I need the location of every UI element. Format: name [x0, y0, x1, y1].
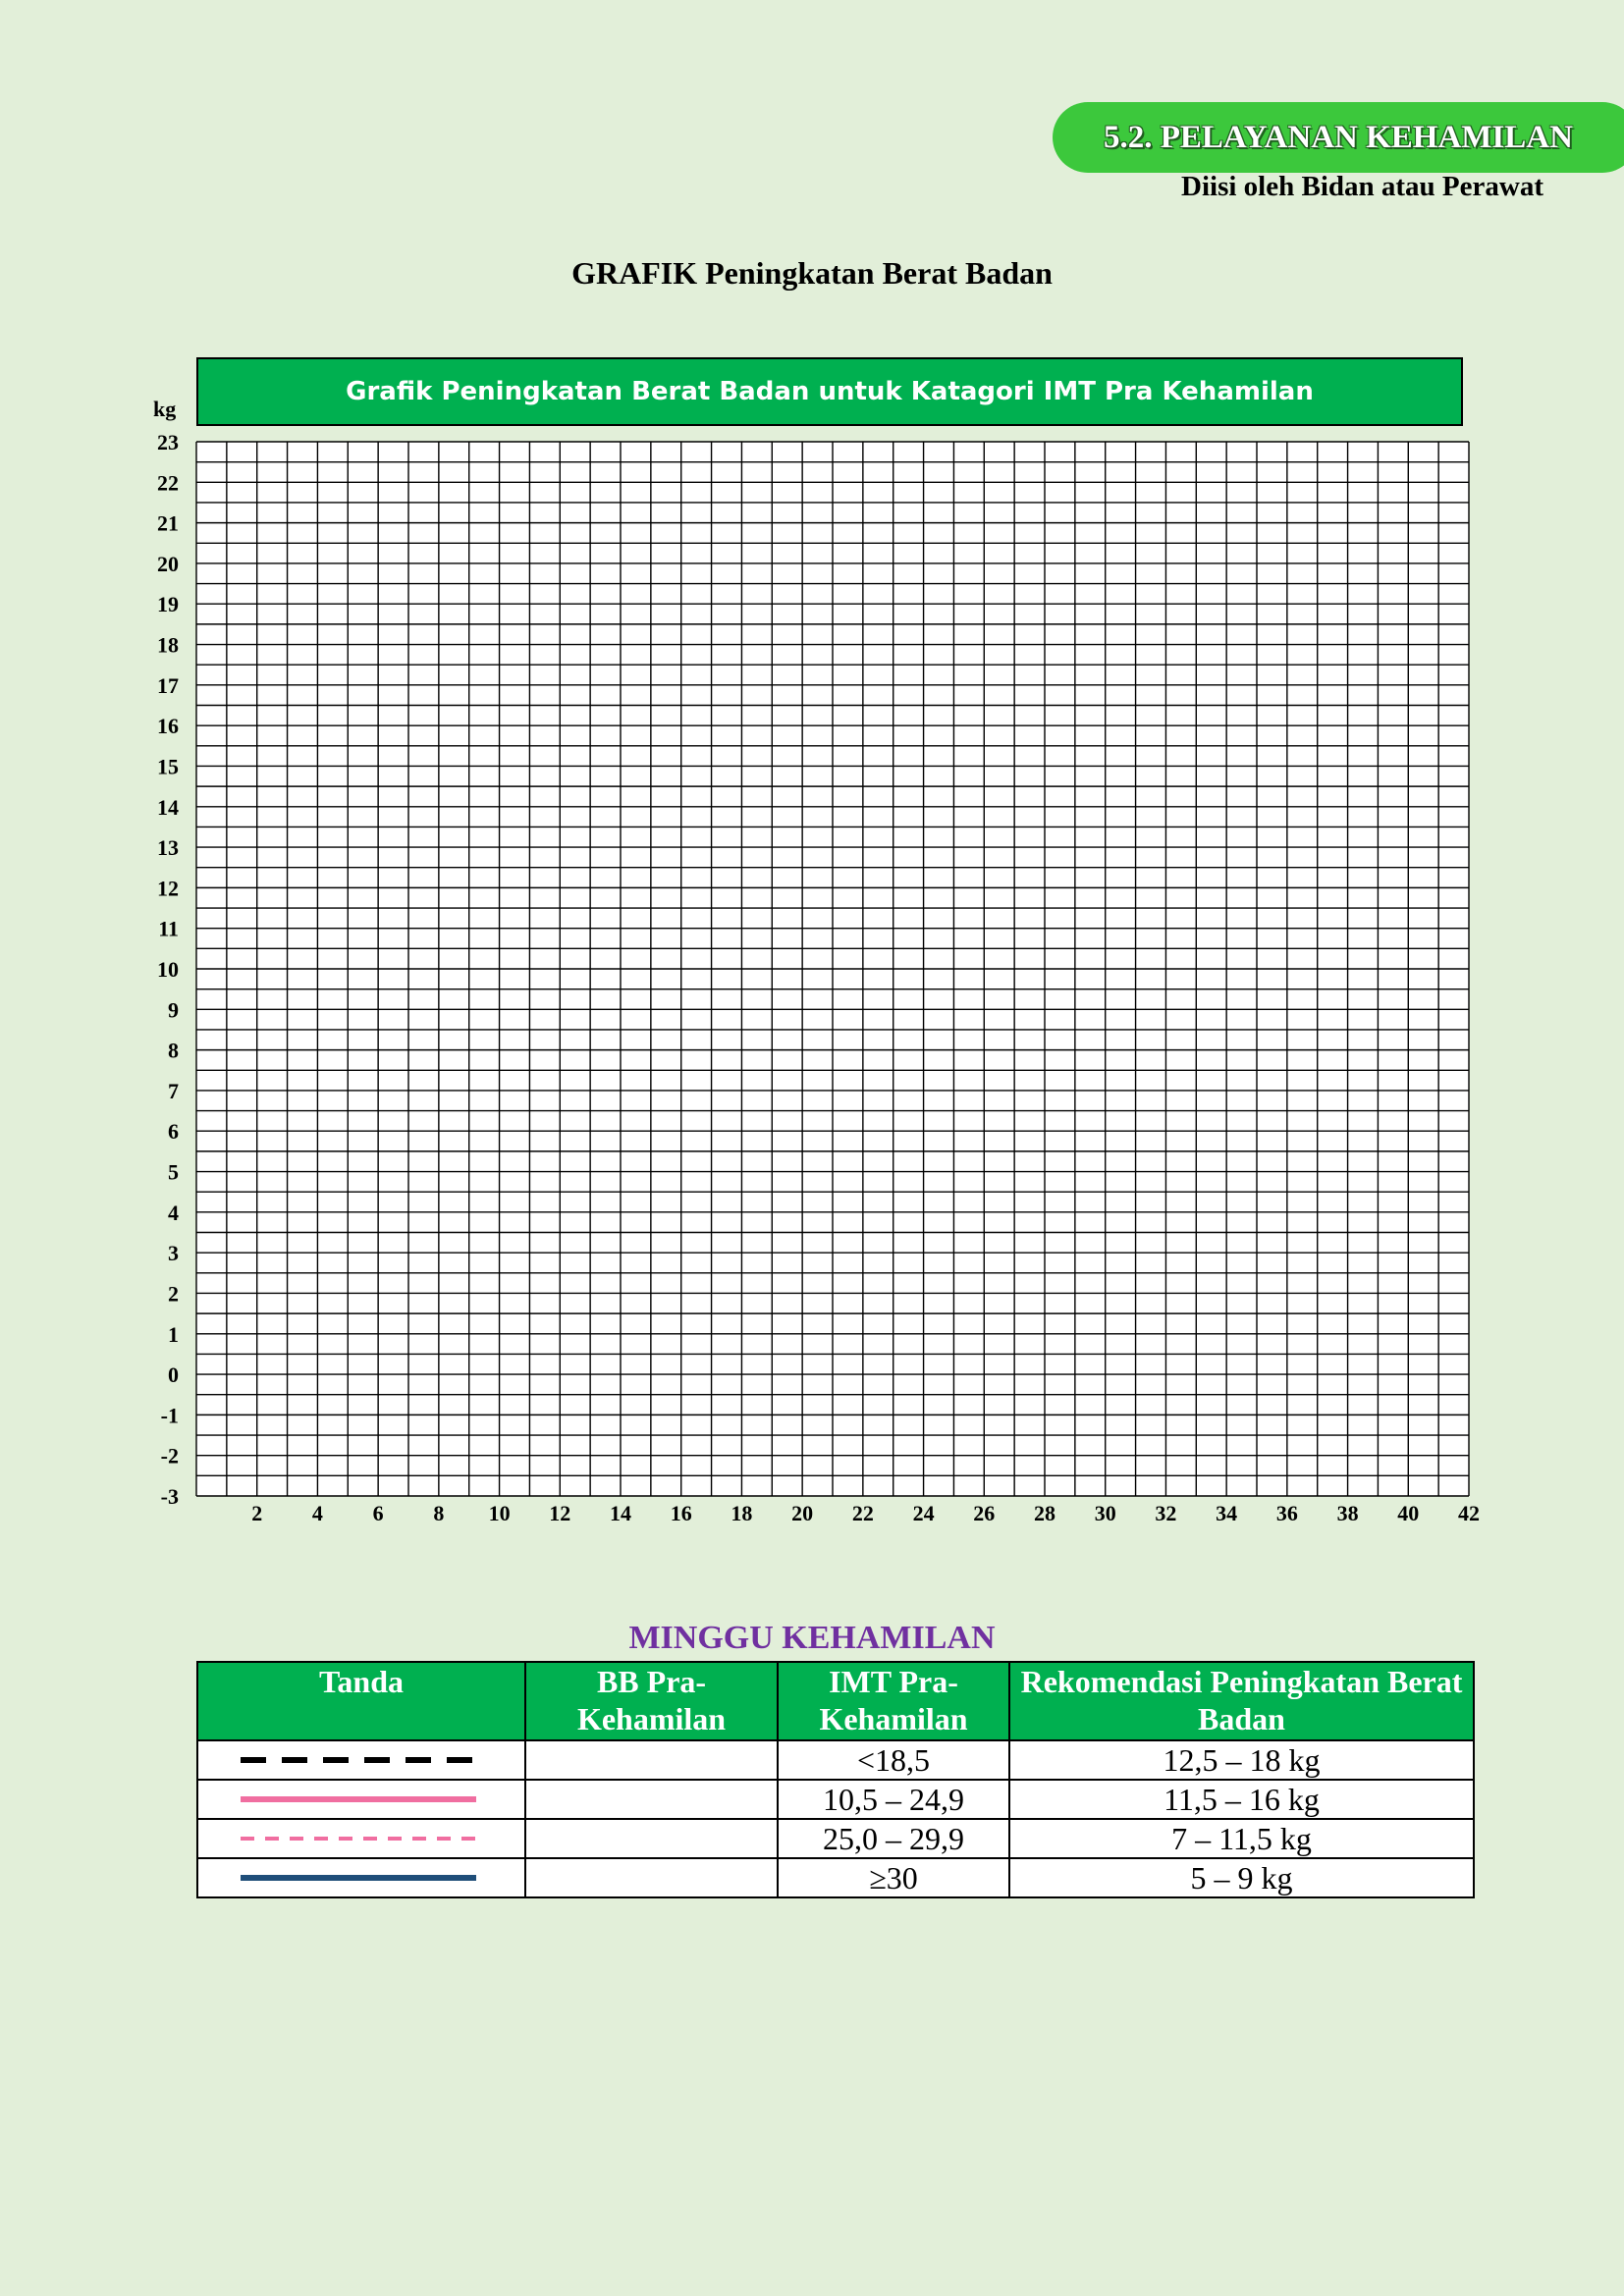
legend-bb-cell — [525, 1819, 778, 1858]
y-tick-label: 16 — [157, 714, 179, 739]
chart-title: Grafik Peningkatan Berat Badan untuk Katagori IMT Pra Kehamilan — [346, 377, 1314, 406]
x-tick-label: 26 — [973, 1501, 996, 1525]
x-tick-label: 40 — [1397, 1501, 1420, 1525]
y-tick-label: 8 — [168, 1038, 179, 1063]
page-title: GRAFIK Peningkatan Berat Badan — [571, 255, 1053, 291]
x-tick-label: 32 — [1155, 1501, 1177, 1525]
x-tick-label: 24 — [912, 1501, 935, 1525]
x-tick-label: 12 — [549, 1501, 571, 1525]
legend-bb-cell — [525, 1740, 778, 1780]
x-tick-label: 10 — [488, 1501, 511, 1525]
y-tick-label: -1 — [160, 1403, 179, 1428]
y-tick-label: 10 — [157, 957, 179, 982]
legend-imt-cell: 25,0 – 29,9 — [778, 1819, 1009, 1858]
y-tick-label: 20 — [157, 551, 179, 576]
legend-rekomendasi-cell: 5 – 9 kg — [1009, 1858, 1474, 1897]
header-tanda: Tanda — [197, 1662, 525, 1740]
x-tick-label: 20 — [791, 1501, 814, 1525]
x-tick-label: 6 — [372, 1501, 384, 1525]
y-tick-label: 3 — [168, 1241, 179, 1266]
legend-line-cell — [197, 1819, 525, 1858]
y-tick-label: 23 — [157, 430, 179, 454]
x-tick-label: 14 — [610, 1501, 631, 1525]
y-tick-label: 22 — [157, 470, 179, 496]
legend-row — [197, 1740, 1474, 1780]
legend-line-cell — [197, 1858, 525, 1897]
y-tick-label: -3 — [160, 1484, 179, 1509]
legend-imt-cell: <18,5 — [778, 1740, 1009, 1780]
y-tick-label: 18 — [157, 632, 179, 658]
legend-row — [197, 1819, 1474, 1858]
legend-line-sample — [239, 1868, 484, 1888]
y-tick-label: 7 — [168, 1078, 179, 1103]
x-tick-label: 2 — [251, 1501, 263, 1525]
legend-rekomendasi-cell: 11,5 – 16 kg — [1009, 1780, 1474, 1819]
legend-line-sample — [239, 1789, 484, 1809]
section-label-text: 5.2. PELAYANAN KEHAMILAN — [1104, 119, 1573, 155]
x-tick-label: 4 — [311, 1501, 323, 1525]
y-tick-label: 14 — [157, 794, 179, 820]
y-tick-label: 2 — [168, 1281, 179, 1307]
legend-imt-cell: 10,5 – 24,9 — [778, 1780, 1009, 1819]
y-tick-label: 4 — [168, 1200, 179, 1225]
y-axis-unit-label: kg — [153, 397, 177, 421]
x-tick-label: 36 — [1275, 1501, 1298, 1525]
header-rekomendasi: Rekomendasi Peningkatan Berat Badan — [1009, 1662, 1474, 1740]
x-tick-label: 8 — [433, 1501, 445, 1525]
legend-line-sample — [239, 1750, 484, 1770]
header-imt-pra-kehamilan: IMT Pra-Kehamilan — [778, 1662, 1009, 1740]
y-tick-label: 21 — [157, 510, 179, 536]
y-tick-label: 11 — [158, 916, 179, 941]
x-tick-label: 22 — [851, 1501, 874, 1525]
legend-line-cell — [197, 1740, 525, 1780]
legend-bb-cell — [525, 1858, 778, 1897]
y-tick-label: 6 — [168, 1119, 179, 1145]
x-axis-title: MINGGU KEHAMILAN — [628, 1620, 996, 1656]
y-tick-label: 9 — [168, 997, 179, 1023]
legend-header-row — [197, 1662, 1474, 1740]
y-tick-label: 13 — [157, 835, 179, 861]
legend-rekomendasi-cell: 12,5 – 18 kg — [1009, 1740, 1474, 1780]
y-tick-label: 12 — [157, 876, 179, 901]
legend-bb-cell — [525, 1780, 778, 1819]
y-tick-label: 19 — [157, 592, 179, 617]
legend-line-sample — [239, 1829, 484, 1848]
x-tick-label: 30 — [1094, 1501, 1116, 1525]
header-bb-pra-kehamilan: BB Pra-Kehamilan — [525, 1662, 778, 1740]
legend-table — [196, 1661, 1475, 1898]
y-tick-label: 1 — [168, 1321, 179, 1347]
x-tick-label: 38 — [1336, 1501, 1359, 1525]
y-tick-label: -2 — [160, 1443, 179, 1468]
x-tick-label: 18 — [731, 1501, 753, 1525]
subtitle: Diisi oleh Bidan atau Perawat — [1181, 171, 1543, 202]
legend-rekomendasi-cell: 7 – 11,5 kg — [1009, 1819, 1474, 1858]
y-tick-label: 0 — [168, 1362, 179, 1388]
x-tick-label: 16 — [670, 1501, 692, 1525]
legend-row — [197, 1780, 1474, 1819]
x-tick-label: 34 — [1216, 1501, 1238, 1525]
y-tick-label: 5 — [168, 1159, 179, 1185]
legend-imt-cell: ≥30 — [778, 1858, 1009, 1897]
legend-row — [197, 1858, 1474, 1897]
y-tick-label: 17 — [157, 672, 179, 698]
legend-line-cell — [197, 1780, 525, 1819]
y-tick-label: 15 — [157, 754, 179, 779]
x-tick-label: 28 — [1034, 1501, 1056, 1525]
x-tick-label: 42 — [1458, 1501, 1480, 1525]
